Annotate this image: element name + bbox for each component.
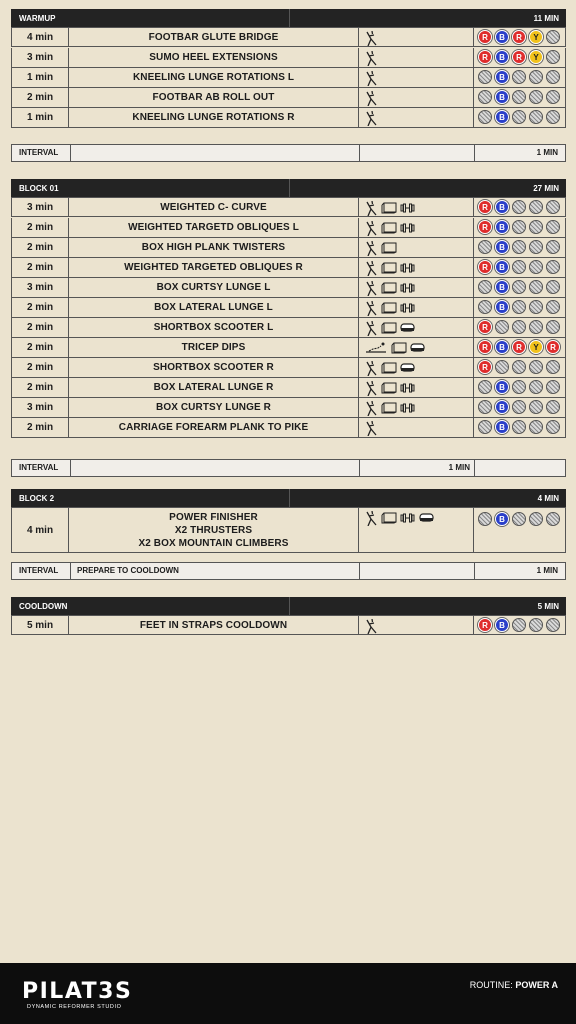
header-divider [289, 9, 290, 27]
level-inactive-dot [512, 240, 526, 254]
level-r-dot: R [512, 30, 526, 44]
exercise-name-line: X2 BOX MOUNTAIN CLIMBERS [138, 538, 289, 549]
dumbbell-icon [400, 381, 415, 394]
pad-icon [419, 511, 434, 524]
equipment-cell [359, 258, 474, 277]
person-icon [365, 31, 377, 44]
exercise-duration: 2 min [12, 358, 69, 377]
exercise-row[interactable] [11, 238, 566, 258]
level-cell [474, 398, 566, 417]
level-inactive-dot [529, 90, 543, 104]
level-cell [474, 418, 566, 437]
exercise-row[interactable] [11, 278, 566, 298]
level-b-dot: B [495, 260, 509, 274]
level-r-dot: R [546, 340, 560, 354]
level-cell [474, 508, 566, 552]
section-duration: 11 MIN [533, 14, 559, 23]
recline-icon [365, 341, 387, 354]
level-b-dot: B [495, 200, 509, 214]
box-icon [381, 401, 397, 414]
exercise-row[interactable] [11, 48, 566, 68]
equipment-cell [359, 318, 474, 337]
level-inactive-dot [478, 110, 492, 124]
level-inactive-dot [512, 70, 526, 84]
section-header-block2 [11, 489, 566, 507]
level-inactive-dot [512, 200, 526, 214]
level-inactive-dot [529, 380, 543, 394]
equipment-cell [359, 218, 474, 237]
box-icon [381, 281, 397, 294]
exercise-name: BOX HIGH PLANK TWISTERS [69, 238, 359, 257]
level-y-dot: Y [529, 50, 543, 64]
equipment-cell [359, 616, 474, 634]
level-inactive-dot [512, 360, 526, 374]
exercise-name: CARRIAGE FOREARM PLANK TO PIKE [69, 418, 359, 437]
equipment-cell [359, 238, 474, 257]
exercise-name: BOX LATERAL LUNGE L [69, 298, 359, 317]
level-b-dot: B [495, 512, 509, 526]
exercise-duration: 4 min [12, 508, 69, 552]
exercise-duration: 3 min [12, 48, 69, 67]
exercise-name: BOX CURTSY LUNGE L [69, 278, 359, 297]
pad-icon [400, 361, 415, 374]
level-inactive-dot [529, 300, 543, 314]
exercise-duration: 3 min [12, 198, 69, 216]
level-inactive-dot [529, 360, 543, 374]
equipment-cell [359, 88, 474, 107]
equipment-cell [359, 298, 474, 317]
exercise-row[interactable] [11, 27, 566, 47]
person-icon [365, 221, 377, 234]
exercise-row[interactable] [11, 298, 566, 318]
interval-note: PREPARE TO COOLDOWN [71, 563, 360, 579]
level-inactive-dot [478, 300, 492, 314]
routine-prefix: ROUTINE: [469, 980, 513, 990]
equipment-cell [359, 418, 474, 437]
level-inactive-dot [512, 280, 526, 294]
level-inactive-dot [478, 512, 492, 526]
exercise-duration: 2 min [12, 298, 69, 317]
level-inactive-dot [546, 300, 560, 314]
level-b-dot: B [495, 340, 509, 354]
box-icon [381, 221, 397, 234]
level-inactive-dot [512, 512, 526, 526]
level-b-dot: B [495, 400, 509, 414]
level-inactive-dot [512, 320, 526, 334]
header-divider [289, 597, 290, 615]
level-cell [474, 108, 566, 127]
header-divider [289, 489, 290, 507]
exercise-row[interactable] [11, 197, 566, 217]
section-title: COOLDOWN [19, 602, 68, 611]
exercise-name: WEIGHTED C- CURVE [69, 198, 359, 216]
equipment-cell [359, 378, 474, 397]
level-b-dot: B [495, 90, 509, 104]
level-inactive-dot [546, 200, 560, 214]
exercise-duration: 2 min [12, 338, 69, 357]
level-b-dot: B [495, 110, 509, 124]
exercise-row[interactable] [11, 418, 566, 438]
interval-bar [11, 562, 566, 580]
person-icon [365, 321, 377, 334]
level-inactive-dot [478, 420, 492, 434]
level-cell [474, 278, 566, 297]
equipment-cell [359, 508, 474, 552]
level-inactive-dot [546, 512, 560, 526]
level-inactive-dot [529, 70, 543, 84]
exercise-name: FOOTBAR AB ROLL OUT [69, 88, 359, 107]
level-inactive-dot [529, 400, 543, 414]
person-icon [365, 111, 377, 124]
routine-label [470, 980, 558, 990]
exercise-name: SUMO HEEL EXTENSIONS [69, 48, 359, 67]
level-cell [474, 338, 566, 357]
level-r-dot: R [478, 618, 492, 632]
level-r-dot: R [512, 340, 526, 354]
section-header-cooldown [11, 597, 566, 615]
exercise-name: BOX LATERAL LUNGE R [69, 378, 359, 397]
level-b-dot: B [495, 300, 509, 314]
exercise-row[interactable] [11, 398, 566, 418]
box-icon [381, 381, 397, 394]
level-inactive-dot [478, 380, 492, 394]
level-b-dot: B [495, 240, 509, 254]
exercise-name: TRICEP DIPS [69, 338, 359, 357]
exercise-row[interactable] [11, 108, 566, 128]
person-icon [365, 91, 377, 104]
interval-label: INTERVAL [12, 563, 71, 579]
exercise-duration: 2 min [12, 238, 69, 257]
box-icon [381, 301, 397, 314]
level-inactive-dot [546, 70, 560, 84]
dumbbell-icon [400, 401, 415, 414]
box-icon [381, 201, 397, 214]
level-inactive-dot [529, 420, 543, 434]
level-b-dot: B [495, 618, 509, 632]
level-inactive-dot [512, 420, 526, 434]
person-icon [365, 421, 377, 434]
level-cell [474, 48, 566, 67]
interval-label: INTERVAL [12, 460, 71, 476]
level-cell [474, 68, 566, 87]
exercise-duration: 4 min [12, 28, 69, 46]
section-duration: 5 MIN [537, 602, 559, 611]
level-inactive-dot [529, 320, 543, 334]
person-icon [365, 241, 377, 254]
person-icon [365, 381, 377, 394]
equipment-cell [359, 68, 474, 87]
level-inactive-dot [546, 420, 560, 434]
level-r-dot: R [478, 30, 492, 44]
exercise-duration: 2 min [12, 378, 69, 397]
section-header-block01 [11, 179, 566, 197]
level-inactive-dot [512, 300, 526, 314]
exercise-name: BOX CURTSY LUNGE R [69, 398, 359, 417]
person-icon [365, 511, 377, 524]
level-inactive-dot [546, 220, 560, 234]
level-inactive-dot [495, 320, 509, 334]
exercise-name-line: POWER FINISHER [169, 512, 258, 523]
level-inactive-dot [529, 220, 543, 234]
level-b-dot: B [495, 70, 509, 84]
section-duration: 27 MIN [533, 184, 559, 193]
level-cell [474, 28, 566, 46]
level-inactive-dot [495, 360, 509, 374]
interval-bar [11, 459, 566, 477]
box-icon [381, 511, 397, 524]
level-cell [474, 238, 566, 257]
section-duration: 4 MIN [537, 494, 559, 503]
interval-duration: 1 MIN [536, 148, 558, 157]
equipment-cell [359, 108, 474, 127]
level-cell [474, 198, 566, 216]
level-y-dot: Y [529, 340, 543, 354]
studio-logo: PILAT3S [22, 979, 133, 1004]
person-icon [365, 361, 377, 374]
equipment-cell [359, 28, 474, 46]
level-inactive-dot [512, 110, 526, 124]
level-r-dot: R [478, 340, 492, 354]
equipment-cell [359, 338, 474, 357]
level-inactive-dot [478, 400, 492, 414]
exercise-row[interactable] [11, 378, 566, 398]
exercise-duration: 5 min [12, 616, 69, 634]
exercise-duration: 1 min [12, 108, 69, 127]
dumbbell-icon [400, 511, 415, 524]
level-cell [474, 378, 566, 397]
equipment-cell [359, 198, 474, 216]
exercise-name: SHORTBOX SCOOTER R [69, 358, 359, 377]
exercise-duration: 2 min [12, 318, 69, 337]
level-y-dot: Y [529, 30, 543, 44]
level-b-dot: B [495, 420, 509, 434]
exercise-duration: 3 min [12, 398, 69, 417]
level-b-dot: B [495, 220, 509, 234]
level-inactive-dot [529, 280, 543, 294]
exercise-duration: 3 min [12, 278, 69, 297]
level-inactive-dot [546, 400, 560, 414]
level-b-dot: B [495, 50, 509, 64]
exercise-row[interactable] [11, 218, 566, 238]
equipment-cell [359, 358, 474, 377]
interval-mid [360, 145, 475, 161]
interval-mid [360, 563, 475, 579]
box-icon [381, 321, 397, 334]
level-inactive-dot [546, 260, 560, 274]
equipment-cell [359, 278, 474, 297]
exercise-name: FEET IN STRAPS COOLDOWN [69, 616, 359, 634]
box-icon [391, 341, 407, 354]
exercise-row[interactable] [11, 88, 566, 108]
level-inactive-dot [546, 280, 560, 294]
section-title: WARMUP [19, 14, 56, 23]
level-b-dot: B [495, 280, 509, 294]
level-inactive-dot [529, 200, 543, 214]
equipment-cell [359, 48, 474, 67]
dumbbell-icon [400, 281, 415, 294]
exercise-name: WEIGHTED TARGETD OBLIQUES L [69, 218, 359, 237]
level-inactive-dot [529, 618, 543, 632]
level-r-dot: R [512, 50, 526, 64]
level-r-dot: R [478, 50, 492, 64]
level-inactive-dot [546, 240, 560, 254]
person-icon [365, 619, 377, 632]
box-icon [381, 261, 397, 274]
exercise-row[interactable] [11, 507, 566, 553]
interval-duration: 1 MIN [536, 566, 558, 575]
exercise-name: KNEELING LUNGE ROTATIONS L [69, 68, 359, 87]
level-r-dot: R [478, 360, 492, 374]
exercise-duration: 1 min [12, 68, 69, 87]
level-r-dot: R [478, 200, 492, 214]
level-inactive-dot [546, 50, 560, 64]
header-divider [289, 179, 290, 197]
interval-note [71, 460, 360, 476]
exercise-row[interactable] [11, 338, 566, 358]
level-inactive-dot [529, 110, 543, 124]
dumbbell-icon [400, 201, 415, 214]
interval-duration [475, 460, 565, 476]
exercise-row[interactable] [11, 258, 566, 278]
level-cell [474, 258, 566, 277]
level-inactive-dot [546, 110, 560, 124]
level-cell [474, 298, 566, 317]
section-title: BLOCK 01 [19, 184, 59, 193]
interval-label: INTERVAL [12, 145, 71, 161]
exercise-duration: 2 min [12, 258, 69, 277]
level-r-dot: R [478, 320, 492, 334]
exercise-row[interactable] [11, 68, 566, 88]
person-icon [365, 261, 377, 274]
exercise-name [69, 508, 359, 552]
level-inactive-dot [529, 512, 543, 526]
exercise-duration: 2 min [12, 88, 69, 107]
dumbbell-icon [400, 301, 415, 314]
level-inactive-dot [546, 618, 560, 632]
level-inactive-dot [512, 90, 526, 104]
section-header-warmup [11, 9, 566, 27]
level-cell [474, 358, 566, 377]
level-cell [474, 318, 566, 337]
level-inactive-dot [512, 618, 526, 632]
interval-bar [11, 144, 566, 162]
pad-icon [400, 321, 415, 334]
person-icon [365, 201, 377, 214]
level-b-dot: B [495, 30, 509, 44]
box-icon [381, 241, 397, 254]
interval-note [71, 145, 360, 161]
level-inactive-dot [478, 90, 492, 104]
exercise-row[interactable] [11, 318, 566, 338]
level-inactive-dot [546, 360, 560, 374]
level-inactive-dot [512, 380, 526, 394]
exercise-name: KNEELING LUNGE ROTATIONS R [69, 108, 359, 127]
level-inactive-dot [529, 260, 543, 274]
box-icon [381, 361, 397, 374]
level-cell [474, 218, 566, 237]
level-inactive-dot [478, 70, 492, 84]
exercise-name: FOOTBAR GLUTE BRIDGE [69, 28, 359, 46]
pad-icon [410, 341, 425, 354]
level-inactive-dot [478, 240, 492, 254]
dumbbell-icon [400, 261, 415, 274]
person-icon [365, 301, 377, 314]
level-inactive-dot [512, 220, 526, 234]
level-inactive-dot [546, 320, 560, 334]
exercise-duration: 2 min [12, 218, 69, 237]
exercise-name: WEIGHTED TARGETED OBLIQUES R [69, 258, 359, 277]
level-inactive-dot [478, 280, 492, 294]
studio-tagline: DYNAMIC REFORMER STUDIO [27, 1004, 122, 1010]
footer-bar [0, 963, 576, 1024]
level-cell [474, 88, 566, 107]
level-b-dot: B [495, 380, 509, 394]
level-inactive-dot [546, 90, 560, 104]
level-inactive-dot [512, 400, 526, 414]
person-icon [365, 401, 377, 414]
equipment-cell [359, 398, 474, 417]
level-inactive-dot [512, 260, 526, 274]
section-title: BLOCK 2 [19, 494, 55, 503]
dumbbell-icon [400, 221, 415, 234]
level-inactive-dot [546, 380, 560, 394]
person-icon [365, 281, 377, 294]
exercise-row[interactable] [11, 358, 566, 378]
level-r-dot: R [478, 260, 492, 274]
exercise-duration: 2 min [12, 418, 69, 437]
level-r-dot: R [478, 220, 492, 234]
exercise-row[interactable] [11, 615, 566, 635]
level-cell [474, 616, 566, 634]
exercise-name: SHORTBOX SCOOTER L [69, 318, 359, 337]
exercise-name-line: X2 THRUSTERS [174, 525, 253, 536]
level-inactive-dot [546, 30, 560, 44]
level-inactive-dot [529, 240, 543, 254]
person-icon [365, 71, 377, 84]
person-icon [365, 51, 377, 64]
routine-name: POWER A [515, 980, 558, 990]
interval-mid: 1 MIN [360, 460, 475, 476]
